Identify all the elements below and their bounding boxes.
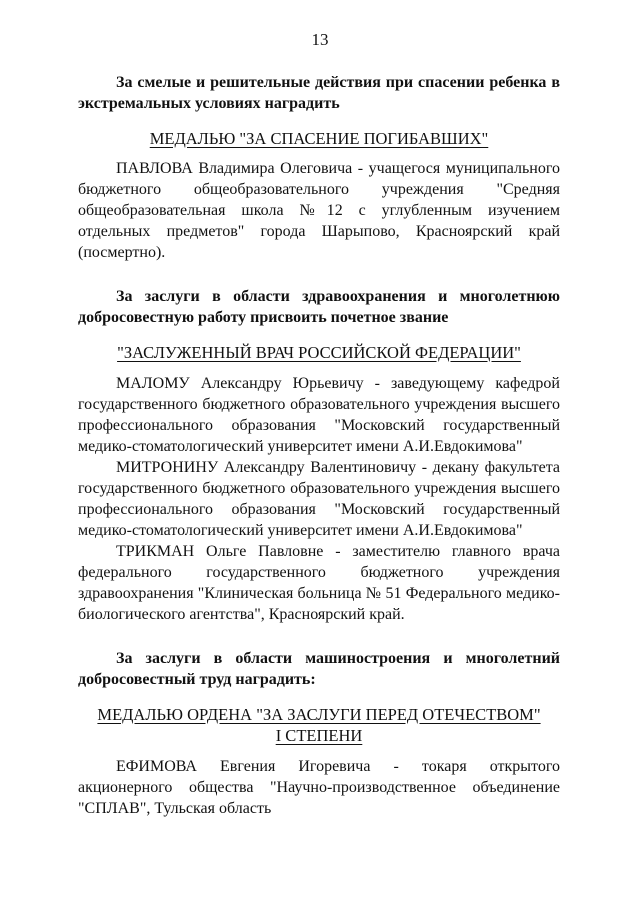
award-section-engineering xyxy=(78,648,560,819)
award-title-line: МЕДАЛЬЮ "ЗА СПАСЕНИЕ ПОГИБАВШИХ" xyxy=(149,129,489,148)
award-entry: ТРИКМАН Ольге Павловне - заместителю главного врача федерального государственного бюджетного учреждения здравоохранения "Клиническая больница № 51 Федерального медико-биологического агентства", Красноярский край. xyxy=(78,543,560,623)
award-entry: МИТРОНИНУ Александру Валентиновичу - декану факультета государственного бюджетного образовательного учреждения высшего профессионального образования "Московский государственный медико-стоматологический университет имени А.И.Евдокимова" xyxy=(78,459,560,539)
award-entry: ПАВЛОВА Владимира Олеговича - учащегося муниципального бюджетного общеобразовательного учреждения "Средняя общеобразовательная школа №12 с углубленным изучением отдельных предметов" города Шарыпово, Красноярский край (посмертно). xyxy=(78,160,560,261)
section-lead: За заслуги в области машиностроения и многолетний добросовестный труд наградить: xyxy=(78,650,560,688)
section-lead: За заслуги в области здравоохранения и многолетнюю добросовестную работу присвоить почетное звание xyxy=(78,288,560,326)
award-title xyxy=(78,128,560,149)
page-number: 13 xyxy=(311,30,329,49)
award-title-line: "ЗАСЛУЖЕННЫЙ ВРАЧ РОССИЙСКОЙ ФЕДЕРАЦИИ" xyxy=(117,343,521,362)
award-title xyxy=(78,342,560,363)
section-lead: За смелые и решительные действия при спасении ребенка в экстремальных условиях наградить xyxy=(78,74,560,112)
award-section-rescue xyxy=(78,72,560,263)
award-title-line: I СТЕПЕНИ xyxy=(275,726,363,745)
award-section-medicine xyxy=(78,286,560,625)
award-entry: ЕФИМОВА Евгения Игоревича - токаря открытого акционерного общества "Научно-производственное объединение "СПЛАВ", Тульская область xyxy=(78,758,560,817)
award-title xyxy=(78,704,560,746)
document-body xyxy=(78,72,560,819)
award-title-line: МЕДАЛЬЮ ОРДЕНА "ЗА ЗАСЛУГИ ПЕРЕД ОТЕЧЕСТВОМ" xyxy=(97,705,541,724)
award-entry: МАЛОМУ Александру Юрьевичу - заведующему кафедрой государственного бюджетного образовательного учреждения высшего профессионального образования "Московский государственный медико-стоматологический университет имени А.И.Евдокимова" xyxy=(78,375,560,455)
